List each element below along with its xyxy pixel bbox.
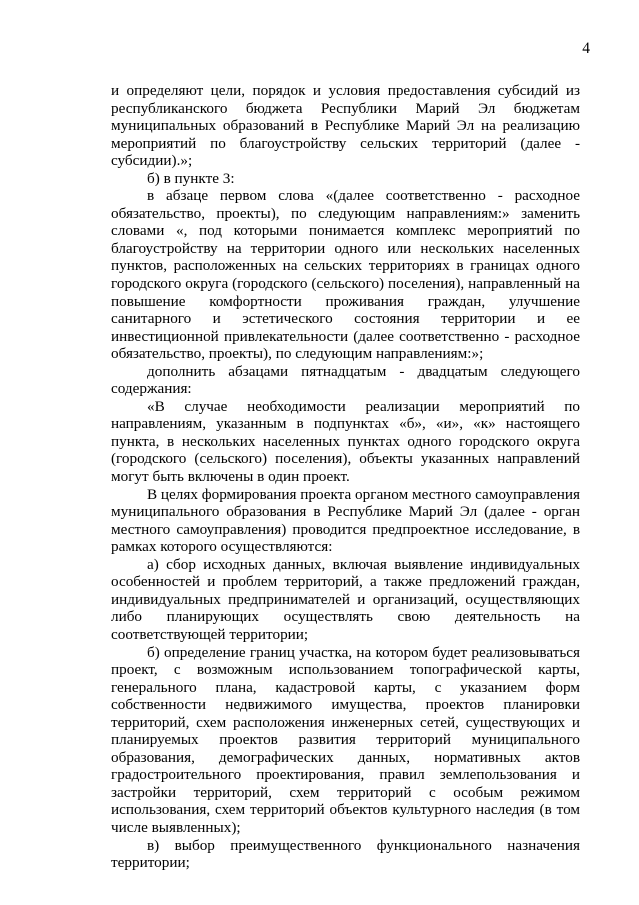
page-number: 4	[582, 40, 590, 57]
paragraph-intro-continuation: и определяют цели, порядок и условия предоставления субсидий из республиканского бюджета Республики Марий Эл бюджетам муниципальных образований в Республике Марий Эл на реализацию мероприятий по благоустройству сельских территорий (далее - субсидии).»;	[111, 82, 580, 170]
paragraph-first-abzats-replacement: в абзаце первом слова «(далее соответственно - расходное обязательство, проекты), по следующим направлениям:» заменить словами «, под которыми понимается комплекс мероприятий по благоустройству на территории одного или нескольких населенных пунктов, расположенных на сельских территориях в границах одного городского округа (городского (сельского) поселения), направленный на повышение комфортности проживания граждан, улучшение санитарного и эстетического состояния территории и ее инвестиционной привлекательности (далее соответственно - расходное обязательство, проекты), по следующим направлениям:»;	[111, 187, 580, 363]
document-body	[111, 82, 580, 872]
paragraph-item-v-function: в) выбор преимущественного функционального назначения территории;	[111, 836, 580, 872]
paragraph-item-a-data-collection: а) сбор исходных данных, включая выявление индивидуальных особенностей и проблем территорий, а также предложений граждан, индивидуальных предпринимателей и организаций, осуществляющих либо планирующих осуществлять свою деятельность на соответствующей территории;	[111, 555, 580, 643]
paragraph-item-b-boundaries: б) определение границ участка, на котором будет реализовываться проект, с возможным использованием топографической карты, генерального плана, кадастровой карты, с указанием форм собственности недвижимого имущества, проектов планировки территорий, схем расположения инженерных сетей, существующих и планируемых проектов развития территорий муниципального образования, демографических данных, нормативных актов градостроительного проектирования, правил землепользования и застройки территорий, схем территорий с особым режимом использования, схем территорий объектов культурного наследия (в том числе выявленных);	[111, 643, 580, 836]
paragraph-necessity-case: «В случае необходимости реализации мероприятий по направлениям, указанным в подпунктах «б», «и», «к» настоящего пункта, в нескольких населенных пунктах одного городского округа (городского (сельского) поселения), объекты указанных направлений могут быть включены в один проект.	[111, 397, 580, 486]
paragraph-add-abzats: дополнить абзацами пятнадцатым - двадцатым следующего содержания:	[111, 362, 580, 398]
paragraph-item-b-point-3: б) в пункте 3:	[147, 169, 235, 187]
paragraph-preproject-research: В целях формирования проекта органом местного самоуправления муниципального образования в Республике Марий Эл (далее - орган местного самоуправления) проводится предпроектное исследование, в рамках которого осуществляются:	[111, 485, 580, 556]
